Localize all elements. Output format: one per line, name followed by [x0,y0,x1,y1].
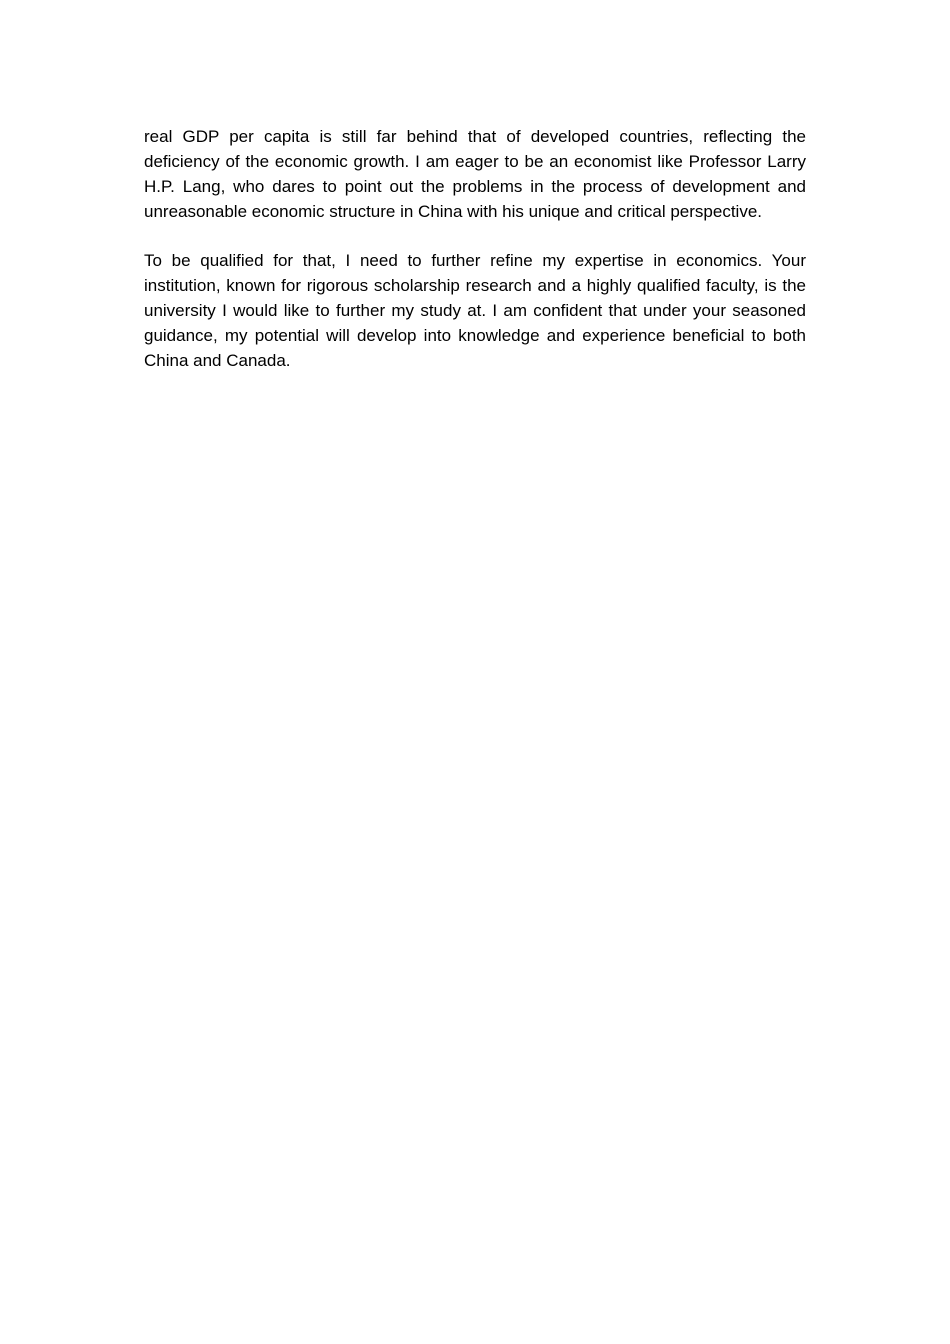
document-body [144,124,806,397]
paragraph-study-plan: To be qualified for that, I need to further refine my expertise in economics. Your institution, known for rigorous scholarship research and a highly qualified faculty, is the university I would like to further my study at. I am confident that under your seasoned guidance, my potential will develop into knowledge and experience beneficial to both China and Canada. [144,251,806,370]
paragraph-economist-aspiration: real GDP per capita is still far behind that of developed countries, reflecting the deficiency of the economic growth. I am eager to be an economist like Professor Larry H.P. Lang, who dares to point out the problems in the process of development and unreasonable economic structure in China with his unique and critical perspective. [144,127,806,221]
